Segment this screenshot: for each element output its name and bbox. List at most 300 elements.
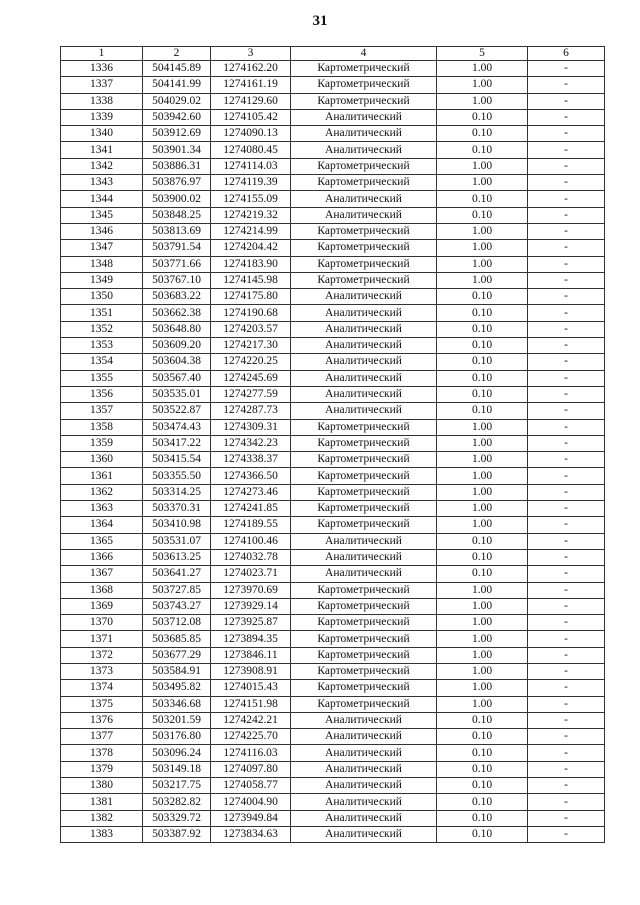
method-cell: Аналитический: [291, 321, 437, 337]
note-cell: -: [528, 175, 605, 191]
table-row: [61, 77, 605, 93]
method-cell: Картометрический: [291, 615, 437, 631]
column-header-2: 2: [143, 47, 211, 61]
y-coordinate-cell: 1274023.71: [211, 566, 291, 582]
method-cell: Аналитический: [291, 549, 437, 565]
point-number-cell: 1346: [61, 223, 143, 239]
note-cell: -: [528, 794, 605, 810]
accuracy-cell: 1.00: [437, 663, 528, 679]
accuracy-cell: 0.10: [437, 794, 528, 810]
point-number-cell: 1360: [61, 452, 143, 468]
y-coordinate-cell: 1274097.80: [211, 761, 291, 777]
note-cell: -: [528, 142, 605, 158]
column-header-5: 5: [437, 47, 528, 61]
note-cell: -: [528, 826, 605, 842]
note-cell: -: [528, 403, 605, 419]
point-number-cell: 1358: [61, 419, 143, 435]
x-coordinate-cell: 503417.22: [143, 435, 211, 451]
x-coordinate-cell: 503355.50: [143, 468, 211, 484]
accuracy-cell: 1.00: [437, 272, 528, 288]
note-cell: -: [528, 321, 605, 337]
method-cell: Аналитический: [291, 142, 437, 158]
point-number-cell: 1359: [61, 435, 143, 451]
y-coordinate-cell: 1274116.03: [211, 745, 291, 761]
table-row: [61, 826, 605, 842]
column-header-6: 6: [528, 47, 605, 61]
point-number-cell: 1345: [61, 207, 143, 223]
table-row: [61, 745, 605, 761]
point-number-cell: 1344: [61, 191, 143, 207]
method-cell: Картометрический: [291, 517, 437, 533]
x-coordinate-cell: 503531.07: [143, 533, 211, 549]
table-body: [61, 61, 605, 843]
y-coordinate-cell: 1274004.90: [211, 794, 291, 810]
method-cell: Аналитический: [291, 370, 437, 386]
accuracy-cell: 1.00: [437, 615, 528, 631]
y-coordinate-cell: 1274100.46: [211, 533, 291, 549]
point-number-cell: 1350: [61, 289, 143, 305]
y-coordinate-cell: 1273834.63: [211, 826, 291, 842]
point-number-cell: 1369: [61, 598, 143, 614]
method-cell: Картометрический: [291, 256, 437, 272]
y-coordinate-cell: 1274189.55: [211, 517, 291, 533]
accuracy-cell: 1.00: [437, 631, 528, 647]
accuracy-cell: 1.00: [437, 468, 528, 484]
point-number-cell: 1353: [61, 338, 143, 354]
note-cell: -: [528, 191, 605, 207]
y-coordinate-cell: 1274338.37: [211, 452, 291, 468]
y-coordinate-cell: 1274032.78: [211, 549, 291, 565]
method-cell: Аналитический: [291, 109, 437, 125]
note-cell: -: [528, 272, 605, 288]
x-coordinate-cell: 503609.20: [143, 338, 211, 354]
y-coordinate-cell: 1274058.77: [211, 778, 291, 794]
point-number-cell: 1383: [61, 826, 143, 842]
y-coordinate-cell: 1274105.42: [211, 109, 291, 125]
y-coordinate-cell: 1274287.73: [211, 403, 291, 419]
table-row: [61, 729, 605, 745]
method-cell: Картометрический: [291, 452, 437, 468]
y-coordinate-cell: 1274225.70: [211, 729, 291, 745]
table-row: [61, 403, 605, 419]
coordinates-table: [60, 46, 605, 843]
method-cell: Картометрический: [291, 240, 437, 256]
table-row: [61, 468, 605, 484]
accuracy-cell: 1.00: [437, 598, 528, 614]
accuracy-cell: 0.10: [437, 745, 528, 761]
point-number-cell: 1354: [61, 354, 143, 370]
method-cell: Аналитический: [291, 729, 437, 745]
x-coordinate-cell: 503912.69: [143, 126, 211, 142]
point-number-cell: 1351: [61, 305, 143, 321]
method-cell: Аналитический: [291, 826, 437, 842]
point-number-cell: 1364: [61, 517, 143, 533]
table-row: [61, 338, 605, 354]
x-coordinate-cell: 503604.38: [143, 354, 211, 370]
method-cell: Картометрический: [291, 631, 437, 647]
point-number-cell: 1382: [61, 810, 143, 826]
point-number-cell: 1337: [61, 77, 143, 93]
table-row: [61, 680, 605, 696]
y-coordinate-cell: 1274366.50: [211, 468, 291, 484]
note-cell: -: [528, 305, 605, 321]
point-number-cell: 1341: [61, 142, 143, 158]
x-coordinate-cell: 503677.29: [143, 647, 211, 663]
note-cell: -: [528, 289, 605, 305]
method-cell: Аналитический: [291, 745, 437, 761]
x-coordinate-cell: 503201.59: [143, 712, 211, 728]
point-number-cell: 1342: [61, 158, 143, 174]
accuracy-cell: 0.10: [437, 354, 528, 370]
table-row: [61, 305, 605, 321]
note-cell: -: [528, 435, 605, 451]
table-row: [61, 93, 605, 109]
note-cell: -: [528, 158, 605, 174]
note-cell: -: [528, 533, 605, 549]
x-coordinate-cell: 503567.40: [143, 370, 211, 386]
x-coordinate-cell: 503648.80: [143, 321, 211, 337]
x-coordinate-cell: 503387.92: [143, 826, 211, 842]
y-coordinate-cell: 1274175.80: [211, 289, 291, 305]
table-row: [61, 435, 605, 451]
accuracy-cell: 0.10: [437, 126, 528, 142]
x-coordinate-cell: 503662.38: [143, 305, 211, 321]
method-cell: Аналитический: [291, 338, 437, 354]
note-cell: -: [528, 386, 605, 402]
x-coordinate-cell: 504141.99: [143, 77, 211, 93]
note-cell: -: [528, 631, 605, 647]
table-row: [61, 794, 605, 810]
x-coordinate-cell: 503329.72: [143, 810, 211, 826]
method-cell: Картометрический: [291, 598, 437, 614]
table-row: [61, 761, 605, 777]
table-row: [61, 126, 605, 142]
y-coordinate-cell: 1274080.45: [211, 142, 291, 158]
table-row: [61, 533, 605, 549]
table-row: [61, 207, 605, 223]
point-number-cell: 1371: [61, 631, 143, 647]
method-cell: Картометрический: [291, 468, 437, 484]
point-number-cell: 1361: [61, 468, 143, 484]
table-row: [61, 272, 605, 288]
accuracy-cell: 1.00: [437, 501, 528, 517]
method-cell: Картометрический: [291, 435, 437, 451]
table-row: [61, 663, 605, 679]
point-number-cell: 1347: [61, 240, 143, 256]
method-cell: Аналитический: [291, 354, 437, 370]
method-cell: Картометрический: [291, 484, 437, 500]
x-coordinate-cell: 503535.01: [143, 386, 211, 402]
method-cell: Аналитический: [291, 810, 437, 826]
method-cell: Картометрический: [291, 419, 437, 435]
point-number-cell: 1365: [61, 533, 143, 549]
x-coordinate-cell: 503641.27: [143, 566, 211, 582]
point-number-cell: 1375: [61, 696, 143, 712]
y-coordinate-cell: 1273970.69: [211, 582, 291, 598]
method-cell: Аналитический: [291, 566, 437, 582]
x-coordinate-cell: 503410.98: [143, 517, 211, 533]
note-cell: -: [528, 256, 605, 272]
note-cell: -: [528, 778, 605, 794]
note-cell: -: [528, 338, 605, 354]
point-number-cell: 1380: [61, 778, 143, 794]
header-row: [61, 47, 605, 61]
table-row: [61, 240, 605, 256]
point-number-cell: 1363: [61, 501, 143, 517]
x-coordinate-cell: 503346.68: [143, 696, 211, 712]
method-cell: Картометрический: [291, 696, 437, 712]
accuracy-cell: 1.00: [437, 680, 528, 696]
point-number-cell: 1339: [61, 109, 143, 125]
y-coordinate-cell: 1274190.68: [211, 305, 291, 321]
accuracy-cell: 0.10: [437, 810, 528, 826]
accuracy-cell: 0.10: [437, 712, 528, 728]
table-row: [61, 289, 605, 305]
note-cell: -: [528, 77, 605, 93]
x-coordinate-cell: 503474.43: [143, 419, 211, 435]
x-coordinate-cell: 503584.91: [143, 663, 211, 679]
x-coordinate-cell: 503685.85: [143, 631, 211, 647]
note-cell: -: [528, 468, 605, 484]
y-coordinate-cell: 1274214.99: [211, 223, 291, 239]
point-number-cell: 1374: [61, 680, 143, 696]
y-coordinate-cell: 1274114.03: [211, 158, 291, 174]
accuracy-cell: 0.10: [437, 729, 528, 745]
accuracy-cell: 1.00: [437, 61, 528, 77]
y-coordinate-cell: 1274155.09: [211, 191, 291, 207]
method-cell: Аналитический: [291, 778, 437, 794]
note-cell: -: [528, 598, 605, 614]
y-coordinate-cell: 1274162.20: [211, 61, 291, 77]
method-cell: Аналитический: [291, 403, 437, 419]
accuracy-cell: 0.10: [437, 778, 528, 794]
accuracy-cell: 0.10: [437, 403, 528, 419]
accuracy-cell: 1.00: [437, 582, 528, 598]
y-coordinate-cell: 1274090.13: [211, 126, 291, 142]
x-coordinate-cell: 503727.85: [143, 582, 211, 598]
point-number-cell: 1381: [61, 794, 143, 810]
table-row: [61, 61, 605, 77]
accuracy-cell: 0.10: [437, 386, 528, 402]
point-number-cell: 1378: [61, 745, 143, 761]
y-coordinate-cell: 1274277.59: [211, 386, 291, 402]
y-coordinate-cell: 1273846.11: [211, 647, 291, 663]
y-coordinate-cell: 1274015.43: [211, 680, 291, 696]
table-row: [61, 647, 605, 663]
note-cell: -: [528, 207, 605, 223]
method-cell: Картометрический: [291, 77, 437, 93]
accuracy-cell: 1.00: [437, 484, 528, 500]
accuracy-cell: 0.10: [437, 142, 528, 158]
note-cell: -: [528, 745, 605, 761]
method-cell: Аналитический: [291, 191, 437, 207]
table-row: [61, 386, 605, 402]
note-cell: -: [528, 93, 605, 109]
y-coordinate-cell: 1274129.60: [211, 93, 291, 109]
method-cell: Картометрический: [291, 647, 437, 663]
accuracy-cell: 0.10: [437, 289, 528, 305]
method-cell: Аналитический: [291, 126, 437, 142]
note-cell: -: [528, 729, 605, 745]
x-coordinate-cell: 503743.27: [143, 598, 211, 614]
method-cell: Аналитический: [291, 305, 437, 321]
note-cell: -: [528, 501, 605, 517]
x-coordinate-cell: 503217.75: [143, 778, 211, 794]
y-coordinate-cell: 1274203.57: [211, 321, 291, 337]
y-coordinate-cell: 1273908.91: [211, 663, 291, 679]
y-coordinate-cell: 1274217.30: [211, 338, 291, 354]
y-coordinate-cell: 1274151.98: [211, 696, 291, 712]
table-row: [61, 419, 605, 435]
method-cell: Картометрический: [291, 272, 437, 288]
x-coordinate-cell: 503901.34: [143, 142, 211, 158]
y-coordinate-cell: 1274220.25: [211, 354, 291, 370]
point-number-cell: 1352: [61, 321, 143, 337]
table-row: [61, 582, 605, 598]
column-header-3: 3: [211, 47, 291, 61]
point-number-cell: 1336: [61, 61, 143, 77]
point-number-cell: 1372: [61, 647, 143, 663]
accuracy-cell: 1.00: [437, 223, 528, 239]
table-row: [61, 549, 605, 565]
note-cell: -: [528, 615, 605, 631]
method-cell: Аналитический: [291, 386, 437, 402]
table-row: [61, 175, 605, 191]
x-coordinate-cell: 503712.08: [143, 615, 211, 631]
accuracy-cell: 0.10: [437, 321, 528, 337]
note-cell: -: [528, 452, 605, 468]
method-cell: Картометрический: [291, 223, 437, 239]
table-row: [61, 321, 605, 337]
table-row: [61, 566, 605, 582]
y-coordinate-cell: 1274219.32: [211, 207, 291, 223]
note-cell: -: [528, 582, 605, 598]
method-cell: Аналитический: [291, 289, 437, 305]
note-cell: -: [528, 354, 605, 370]
x-coordinate-cell: 503613.25: [143, 549, 211, 565]
method-cell: Картометрический: [291, 501, 437, 517]
note-cell: -: [528, 126, 605, 142]
method-cell: Аналитический: [291, 794, 437, 810]
accuracy-cell: 0.10: [437, 533, 528, 549]
table-row: [61, 484, 605, 500]
method-cell: Картометрический: [291, 158, 437, 174]
point-number-cell: 1357: [61, 403, 143, 419]
accuracy-cell: 1.00: [437, 175, 528, 191]
note-cell: -: [528, 696, 605, 712]
accuracy-cell: 0.10: [437, 338, 528, 354]
y-coordinate-cell: 1273929.14: [211, 598, 291, 614]
table-row: [61, 354, 605, 370]
note-cell: -: [528, 109, 605, 125]
note-cell: -: [528, 370, 605, 386]
x-coordinate-cell: 503282.82: [143, 794, 211, 810]
y-coordinate-cell: 1273949.84: [211, 810, 291, 826]
note-cell: -: [528, 240, 605, 256]
point-number-cell: 1368: [61, 582, 143, 598]
x-coordinate-cell: 503813.69: [143, 223, 211, 239]
note-cell: -: [528, 549, 605, 565]
x-coordinate-cell: 503495.82: [143, 680, 211, 696]
table-row: [61, 109, 605, 125]
table-row: [61, 501, 605, 517]
accuracy-cell: 0.10: [437, 826, 528, 842]
x-coordinate-cell: 503942.60: [143, 109, 211, 125]
note-cell: -: [528, 517, 605, 533]
point-number-cell: 1343: [61, 175, 143, 191]
table-row: [61, 778, 605, 794]
y-coordinate-cell: 1274242.21: [211, 712, 291, 728]
note-cell: -: [528, 419, 605, 435]
accuracy-cell: 1.00: [437, 240, 528, 256]
x-coordinate-cell: 503767.10: [143, 272, 211, 288]
point-number-cell: 1366: [61, 549, 143, 565]
table-row: [61, 615, 605, 631]
x-coordinate-cell: 503848.25: [143, 207, 211, 223]
point-number-cell: 1340: [61, 126, 143, 142]
y-coordinate-cell: 1274273.46: [211, 484, 291, 500]
accuracy-cell: 1.00: [437, 77, 528, 93]
method-cell: Картометрический: [291, 61, 437, 77]
accuracy-cell: 0.10: [437, 109, 528, 125]
method-cell: Картометрический: [291, 175, 437, 191]
method-cell: Картометрический: [291, 93, 437, 109]
note-cell: -: [528, 680, 605, 696]
x-coordinate-cell: 503096.24: [143, 745, 211, 761]
accuracy-cell: 1.00: [437, 93, 528, 109]
y-coordinate-cell: 1274309.31: [211, 419, 291, 435]
accuracy-cell: 0.10: [437, 549, 528, 565]
table-row: [61, 370, 605, 386]
accuracy-cell: 1.00: [437, 158, 528, 174]
accuracy-cell: 1.00: [437, 435, 528, 451]
x-coordinate-cell: 503900.02: [143, 191, 211, 207]
x-coordinate-cell: 503791.54: [143, 240, 211, 256]
y-coordinate-cell: 1273925.87: [211, 615, 291, 631]
y-coordinate-cell: 1274145.98: [211, 272, 291, 288]
method-cell: Аналитический: [291, 533, 437, 549]
x-coordinate-cell: 503886.31: [143, 158, 211, 174]
point-number-cell: 1379: [61, 761, 143, 777]
accuracy-cell: 0.10: [437, 566, 528, 582]
page-number: 31: [312, 13, 328, 29]
y-coordinate-cell: 1274204.42: [211, 240, 291, 256]
method-cell: Картометрический: [291, 663, 437, 679]
accuracy-cell: 1.00: [437, 419, 528, 435]
table-row: [61, 223, 605, 239]
x-coordinate-cell: 503149.18: [143, 761, 211, 777]
y-coordinate-cell: 1274183.90: [211, 256, 291, 272]
point-number-cell: 1338: [61, 93, 143, 109]
point-number-cell: 1362: [61, 484, 143, 500]
x-coordinate-cell: 503370.31: [143, 501, 211, 517]
x-coordinate-cell: 503522.87: [143, 403, 211, 419]
column-header-1: 1: [61, 47, 143, 61]
y-coordinate-cell: 1274245.69: [211, 370, 291, 386]
method-cell: Картометрический: [291, 582, 437, 598]
point-number-cell: 1376: [61, 712, 143, 728]
method-cell: Картометрический: [291, 680, 437, 696]
table-row: [61, 158, 605, 174]
accuracy-cell: 1.00: [437, 517, 528, 533]
x-coordinate-cell: 504029.02: [143, 93, 211, 109]
table-row: [61, 712, 605, 728]
point-number-cell: 1355: [61, 370, 143, 386]
method-cell: Аналитический: [291, 712, 437, 728]
table-row: [61, 810, 605, 826]
method-cell: Аналитический: [291, 207, 437, 223]
method-cell: Аналитический: [291, 761, 437, 777]
